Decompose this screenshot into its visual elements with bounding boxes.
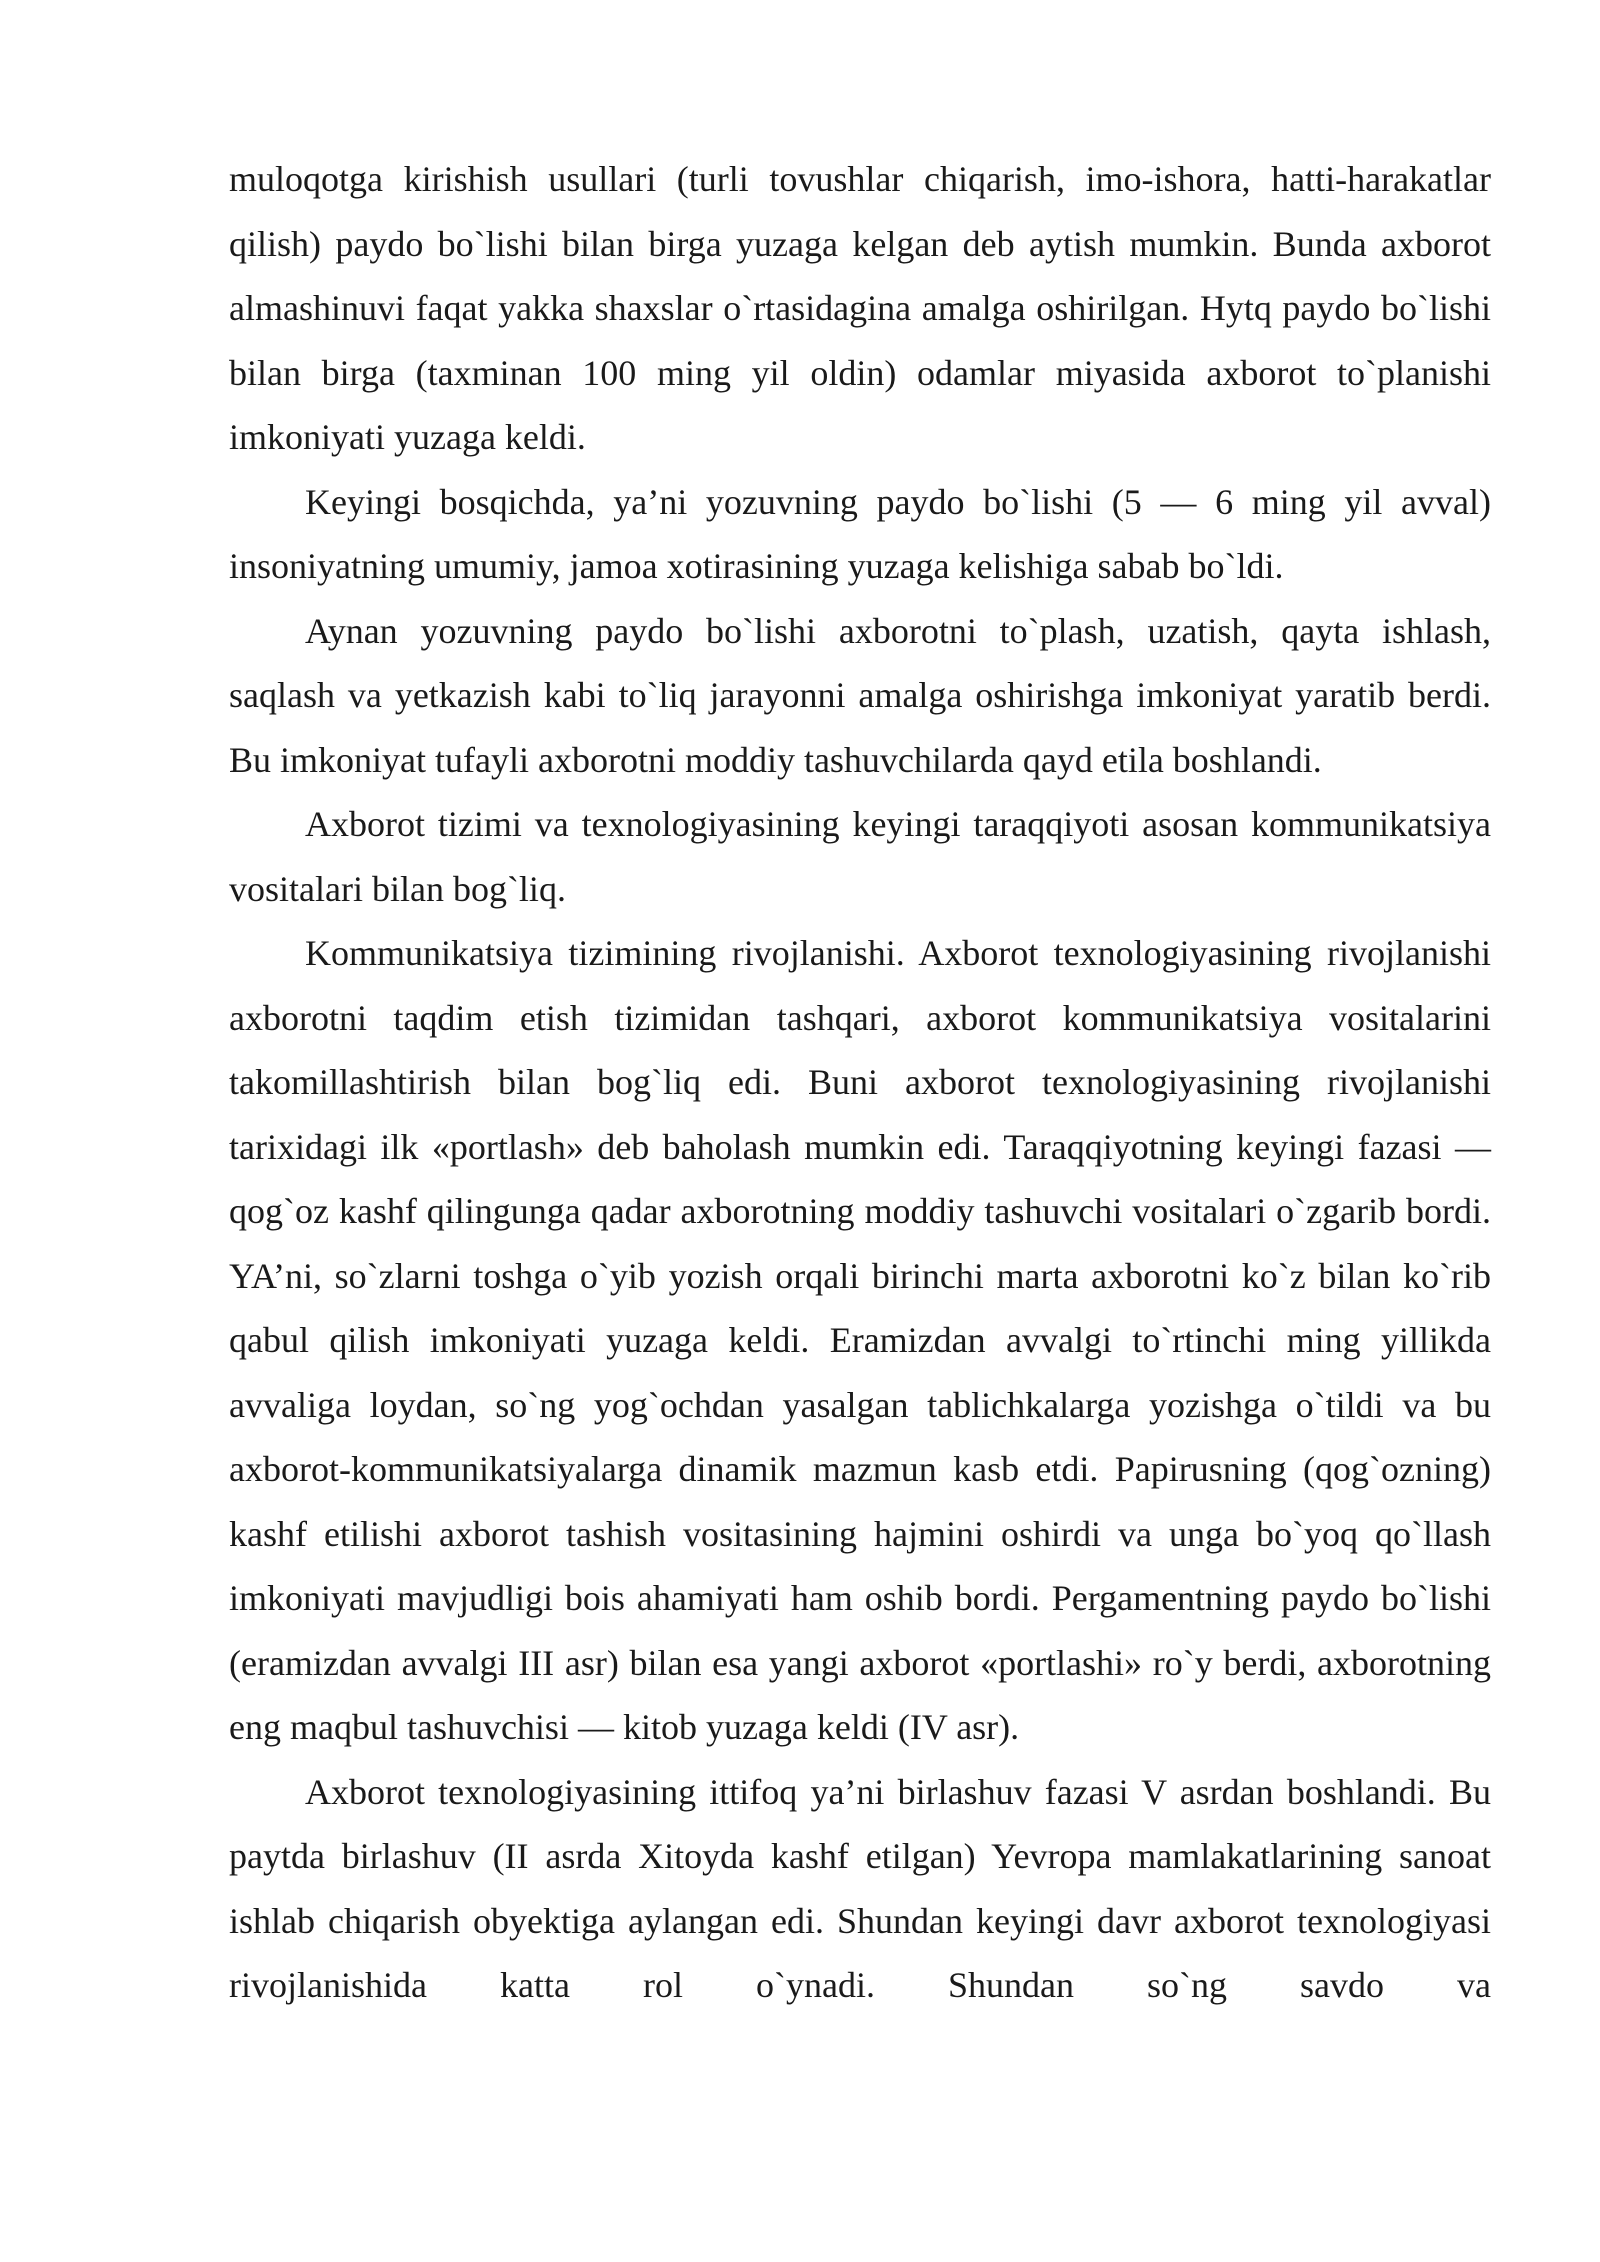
paragraph-writing-process: Aynan yozuvning paydo bo`lishi axborotni to`plash, uzatish, qayta ishlash, saqlash va yetkazish kabi to`liq jarayonni amalga oshirishga imkoniyat yaratib berdi. Bu imkoniyat tufayli axborotni moddiy tashuvchilarda qayd etila boshlandi.	[229, 610, 1491, 780]
paragraph-continued: muloqotga kirishish usullari (turli tovushlar chiqarish, imo-ishora, hatti-harakatlar qilish) paydo bo`lishi bilan birga yuzaga kelgan deb aytish mumkin. Bunda axborot almashinuvi faqat yakka shaxslar o`rtasidagina amalga oshirilgan. Hytq paydo bo`lishi bilan birga (taxminan 100 ming yil oldin) odamlar miyasida axborot to`planishi imkoniyati yuzaga keldi.	[229, 159, 1491, 457]
body-text	[229, 147, 1491, 2018]
paragraph-writing-emergence: Keyingi bosqichda, ya’ni yozuvning paydo bo`lishi (5 — 6 ming yil avval) insoniyatning umumiy, jamoa xotirasining yuzaga kelishiga sabab bo`ldi.	[229, 481, 1491, 586]
paragraph-communication-development: Kommunikatsiya tizimining rivojlanishi. Axborot texnologiyasining rivojlanishi axborotni taqdim etish tizimidan tashqari, axborot kommunikatsiya vositalarini takomillashtirish bilan bog`liq edi. Buni axborot texnologiyasining rivojlanishi tarixidagi ilk «portlash» deb baholash mumkin edi. Taraqqiyotning keyingi fazasi — qog`oz kashf qilingunga qadar axborotning moddiy tashuvchi vositalari o`zgarib bordi. YA’ni, so`zlarni toshga o`yib yozish orqali birinchi marta axborotni ko`z bilan ko`rib qabul qilish imkoniyati yuzaga keldi. Eramizdan avvalgi to`rtinchi ming yillikda avvaliga loydan, so`ng yog`ochdan yasalgan tablichkalarga yozishga o`tildi va bu axborot-kommunikatsiyalarga dinamik mazmun kasb etdi. Papirusning (qog`ozning) kashf etilishi axborot tashish vositasining hajmini oshirdi va unga bo`yoq qo`llash imkoniyati mavjudligi bois ahamiyati ham oshib bordi. Pergamentning paydo bo`lishi (eramizdan avvalgi III asr) bilan esa yangi axborot «portlashi» ro`y berdi, axborotning eng maqbul tashuvchisi — kitob yuzaga keldi (IV asr).	[229, 933, 1491, 1747]
paragraph-communication-means: Axborot tizimi va texnologiyasining keyingi taraqqiyoti asosan kommunikatsiya vositalari bilan bog`liq.	[229, 804, 1491, 909]
paragraph-union-phase: Axborot texnologiyasining ittifoq ya’ni birlashuv fazasi V asrdan boshlandi. Bu paytda birlashuv (II asrda Xitoyda kashf etilgan) Yevropa mamlakatlarining sanoat ishlab chiqarish obyektiga aylangan edi. Shundan keyingi davr axborot texnologiyasi rivojlanishida katta rol o`ynadi. Shundan so`ng savdo va	[229, 1771, 1491, 2005]
